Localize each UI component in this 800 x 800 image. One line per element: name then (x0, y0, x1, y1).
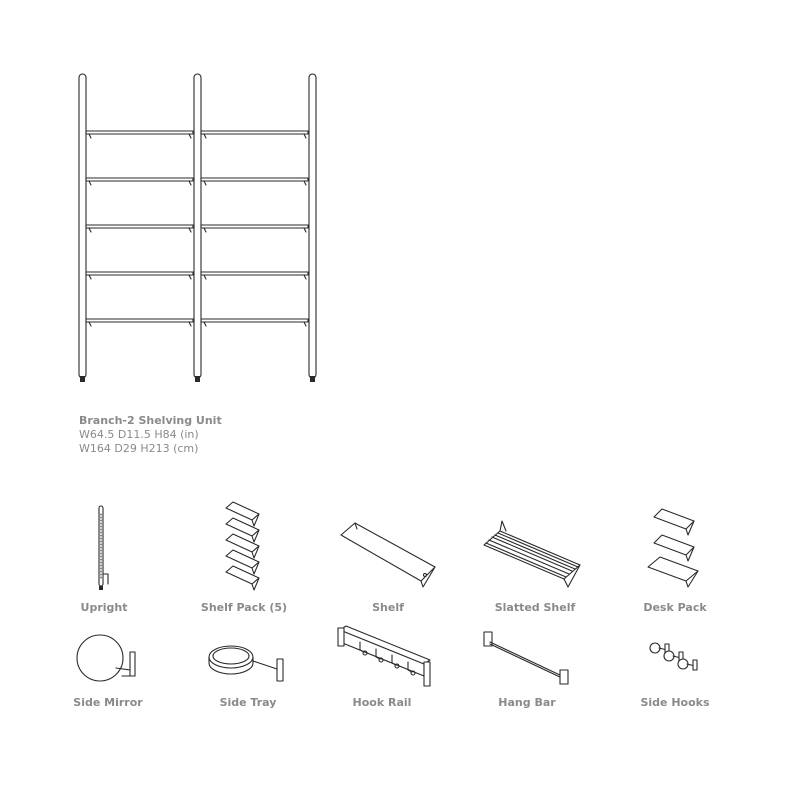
accessory-label-slatted-shelf: Slatted Shelf (494, 601, 576, 614)
shelving-unit-drawing (70, 68, 330, 388)
accessory-label-desk-pack: Desk Pack (643, 601, 707, 614)
accessory-label-side-tray: Side Tray (219, 696, 277, 709)
side-mirror-icon (72, 628, 147, 688)
hook-rail-icon (332, 622, 442, 692)
shelf-icon (335, 515, 445, 595)
slatted-shelf-icon (478, 515, 593, 595)
dimensions-centimeters: W164 D29 H213 (cm) (79, 442, 199, 455)
accessory-label-hang-bar: Hang Bar (498, 696, 556, 709)
accessory-label-hook-rail: Hook Rail (352, 696, 412, 709)
hang-bar-icon (478, 628, 578, 688)
shelf-pack-icon (212, 500, 282, 595)
accessory-label-side-hooks: Side Hooks (640, 696, 710, 709)
product-title: Branch-2 Shelving Unit (79, 414, 222, 427)
accessory-label-side-mirror: Side Mirror (73, 696, 143, 709)
accessory-label-shelf: Shelf (372, 601, 404, 614)
upright-right (309, 74, 316, 382)
side-hooks-icon (645, 636, 705, 681)
accessory-label-upright: Upright (80, 601, 128, 614)
upright-icon (84, 500, 124, 595)
upright-middle (194, 74, 201, 382)
side-tray-icon (205, 635, 290, 690)
upright-left (79, 74, 86, 382)
desk-pack-icon (640, 505, 715, 595)
dimensions-inches: W64.5 D11.5 H84 (in) (79, 428, 199, 441)
accessory-label-shelf-pack: Shelf Pack (5) (200, 601, 288, 614)
